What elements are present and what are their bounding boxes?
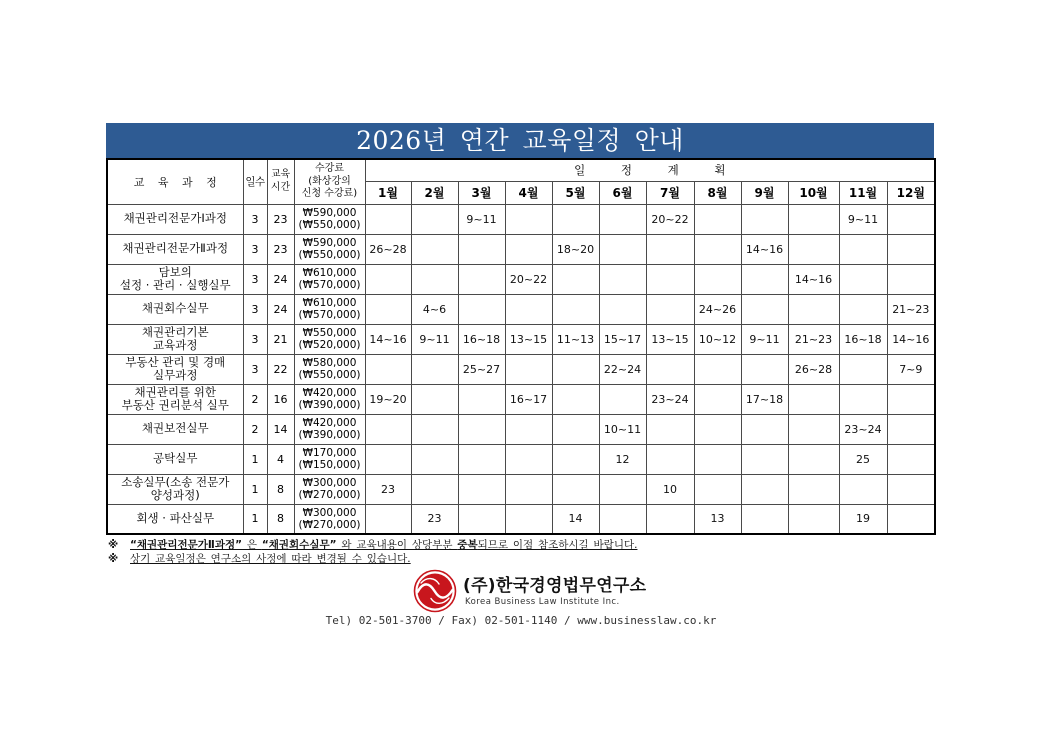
schedule-date-cell: 15~17 — [599, 324, 646, 354]
fee-online: (₩550,000) — [298, 249, 361, 261]
fee-regular: ₩170,000 — [302, 447, 357, 459]
hours-cell: 4 — [267, 444, 294, 474]
schedule-date-cell: 10~12 — [694, 324, 741, 354]
schedule-date-cell — [788, 504, 839, 534]
footnote-schedule-change — [106, 553, 806, 567]
header-schedule-plan: 일 정 계 획 — [365, 159, 935, 181]
schedule-date-cell — [458, 474, 505, 504]
schedule-date-cell — [788, 384, 839, 414]
month-header: 3월 — [458, 181, 505, 204]
schedule-date-cell — [505, 504, 552, 534]
hours-cell: 8 — [267, 504, 294, 534]
month-header: 6월 — [599, 181, 646, 204]
schedule-date-cell — [741, 444, 788, 474]
schedule-date-cell — [887, 444, 935, 474]
schedule-date-cell — [505, 444, 552, 474]
schedule-date-cell: 7~9 — [887, 354, 935, 384]
fee-cell — [294, 504, 365, 534]
fee-online: (₩550,000) — [298, 219, 361, 231]
schedule-date-cell — [599, 294, 646, 324]
reference-mark: ※ — [108, 553, 119, 565]
schedule-date-cell — [694, 414, 741, 444]
schedule-date-cell — [741, 474, 788, 504]
schedule-date-cell: 19~20 — [365, 384, 411, 414]
month-header: 10월 — [788, 181, 839, 204]
schedule-date-cell — [839, 354, 887, 384]
course-name-line: 담보의 — [158, 264, 192, 279]
table-row — [107, 234, 935, 264]
schedule-date-cell: 13~15 — [646, 324, 694, 354]
schedule-date-cell: 9~11 — [411, 324, 458, 354]
schedule-date-cell: 11~13 — [552, 324, 599, 354]
fee-online: (₩270,000) — [298, 489, 361, 501]
schedule-date-cell — [694, 384, 741, 414]
schedule-date-cell — [839, 384, 887, 414]
course-name-line: 채권관리기본 — [141, 324, 209, 339]
table-body — [107, 204, 935, 534]
schedule-date-cell — [458, 414, 505, 444]
course-name-line: 설정 · 관리 · 실행실무 — [119, 278, 231, 292]
course-name-line: 부동산 관리 및 경매 — [125, 354, 226, 369]
days-cell: 3 — [243, 354, 267, 384]
fee-regular: ₩580,000 — [302, 357, 357, 369]
schedule-date-cell — [458, 234, 505, 264]
fee-online: (₩390,000) — [298, 429, 361, 441]
schedule-date-cell: 12 — [599, 444, 646, 474]
fee-regular: ₩420,000 — [302, 417, 357, 429]
schedule-date-cell — [694, 354, 741, 384]
hours-cell: 24 — [267, 264, 294, 294]
schedule-date-cell — [505, 414, 552, 444]
schedule-date-cell: 16~18 — [839, 324, 887, 354]
schedule-date-cell: 18~20 — [552, 234, 599, 264]
header-fee-line: 신청 수강료) — [301, 188, 358, 199]
fee-regular: ₩550,000 — [302, 327, 357, 339]
schedule-date-cell — [646, 264, 694, 294]
days-cell: 3 — [243, 204, 267, 234]
schedule-date-cell — [552, 444, 599, 474]
schedule-date-cell — [505, 294, 552, 324]
month-header: 11월 — [839, 181, 887, 204]
schedule-date-cell — [839, 294, 887, 324]
course-name-cell — [107, 324, 243, 354]
schedule-date-cell: 23~24 — [646, 384, 694, 414]
schedule-date-cell — [788, 474, 839, 504]
schedule-date-cell — [887, 234, 935, 264]
fee-regular: ₩420,000 — [302, 387, 357, 399]
schedule-date-cell: 14~16 — [365, 324, 411, 354]
fee-regular: ₩300,000 — [302, 506, 357, 519]
course-name-cell — [107, 354, 243, 384]
days-cell: 1 — [243, 444, 267, 474]
schedule-date-cell: 23 — [411, 504, 458, 534]
month-header: 9월 — [741, 181, 788, 204]
schedule-date-cell — [788, 414, 839, 444]
title-banner — [106, 123, 934, 158]
fee-regular: ₩610,000 — [302, 267, 357, 279]
course-name-line: 채권보전실무 — [141, 421, 209, 436]
schedule-date-cell — [741, 264, 788, 294]
schedule-date-cell — [365, 414, 411, 444]
schedule-date-cell: 25~27 — [458, 354, 505, 384]
schedule-date-cell — [887, 474, 935, 504]
course-name-cell — [107, 204, 243, 234]
schedule-date-cell — [505, 234, 552, 264]
schedule-date-cell — [458, 384, 505, 414]
fee-regular: ₩590,000 — [302, 207, 357, 219]
schedule-date-cell — [599, 384, 646, 414]
schedule-date-cell — [552, 474, 599, 504]
fee-cell — [294, 354, 365, 384]
table-row — [107, 204, 935, 234]
schedule-date-cell — [552, 294, 599, 324]
schedule-date-cell — [839, 474, 887, 504]
schedule-date-cell — [411, 234, 458, 264]
header-course: 교 육 과 정 — [107, 159, 243, 204]
schedule-date-cell: 23 — [365, 474, 411, 504]
schedule-date-cell — [887, 414, 935, 444]
course-name-line: 채권회수실무 — [141, 301, 209, 316]
course-name-cell — [107, 234, 243, 264]
schedule-date-cell — [505, 204, 552, 234]
schedule-date-cell — [365, 354, 411, 384]
course-name-line: 교육과정 — [153, 338, 198, 352]
schedule-date-cell — [552, 384, 599, 414]
schedule-date-cell — [646, 414, 694, 444]
schedule-date-cell: 19 — [839, 504, 887, 534]
footnote-emphasis: 중복 — [457, 539, 478, 551]
month-header: 8월 — [694, 181, 741, 204]
schedule-date-cell — [599, 264, 646, 294]
schedule-date-cell: 26~28 — [365, 234, 411, 264]
fee-regular: ₩590,000 — [302, 237, 357, 249]
fee-cell — [294, 204, 365, 234]
schedule-date-cell — [365, 264, 411, 294]
schedule-date-cell — [411, 414, 458, 444]
month-header: 4월 — [505, 181, 552, 204]
schedule-date-cell — [788, 204, 839, 234]
fee-cell — [294, 324, 365, 354]
footnote-text-part: 되므로 이점 참조하시길 바랍니다. — [477, 539, 638, 551]
days-cell: 3 — [243, 294, 267, 324]
schedule-date-cell: 16~18 — [458, 324, 505, 354]
month-header: 1월 — [365, 181, 411, 204]
hours-cell: 24 — [267, 294, 294, 324]
schedule-date-cell: 26~28 — [788, 354, 839, 384]
course-name-cell — [107, 294, 243, 324]
table-row — [107, 294, 935, 324]
schedule-date-cell — [694, 474, 741, 504]
schedule-date-cell — [887, 504, 935, 534]
fee-cell — [294, 414, 365, 444]
days-cell: 3 — [243, 234, 267, 264]
schedule-date-cell: 20~22 — [646, 204, 694, 234]
footnote-text — [130, 539, 637, 552]
schedule-date-cell — [365, 204, 411, 234]
schedule-date-cell — [887, 264, 935, 294]
fee-cell — [294, 384, 365, 414]
schedule-date-cell: 4~6 — [411, 294, 458, 324]
month-header: 7월 — [646, 181, 694, 204]
schedule-date-cell — [552, 414, 599, 444]
schedule-date-cell — [552, 354, 599, 384]
schedule-date-cell — [741, 204, 788, 234]
schedule-date-cell — [646, 444, 694, 474]
schedule-date-cell — [694, 444, 741, 474]
footnote-text-part: 은 — [242, 539, 262, 551]
schedule-date-cell: 9~11 — [839, 204, 887, 234]
schedule-date-cell — [741, 354, 788, 384]
schedule-date-cell — [694, 234, 741, 264]
schedule-date-cell — [411, 354, 458, 384]
footnote-text-part: 와 교육내용이 상당부분 — [336, 539, 458, 551]
days-cell: 2 — [243, 414, 267, 444]
schedule-date-cell — [365, 444, 411, 474]
schedule-date-cell — [458, 264, 505, 294]
schedule-date-cell — [887, 204, 935, 234]
footnote-emphasis: “채권회수실무” — [261, 539, 337, 551]
days-cell: 3 — [243, 264, 267, 294]
schedule-date-cell — [646, 354, 694, 384]
course-name-cell — [107, 384, 243, 414]
fee-cell — [294, 264, 365, 294]
hours-cell: 8 — [267, 474, 294, 504]
schedule-date-cell: 14~16 — [788, 264, 839, 294]
header-row-top — [107, 159, 935, 181]
schedule-date-cell: 16~17 — [505, 384, 552, 414]
course-name-line: 소송실무(소송 전문가 — [121, 474, 230, 489]
course-name-cell — [107, 264, 243, 294]
schedule-date-cell: 21~23 — [887, 294, 935, 324]
course-name-line: 채권관리를 위한 — [134, 384, 216, 399]
header-hours-line: 시간 — [270, 181, 291, 193]
footnote-text: 상기 교육일정은 연구소의 사정에 따라 변경될 수 있습니다. — [130, 553, 411, 565]
fee-cell — [294, 234, 365, 264]
header-fee — [294, 159, 365, 204]
schedule-date-cell — [646, 234, 694, 264]
company-emblem-icon — [412, 569, 458, 613]
schedule-date-cell: 25 — [839, 444, 887, 474]
schedule-date-cell — [599, 474, 646, 504]
fee-online: (₩390,000) — [298, 399, 361, 411]
table-row — [107, 474, 935, 504]
schedule-date-cell: 9~11 — [741, 324, 788, 354]
schedule-date-cell — [411, 384, 458, 414]
table-row — [107, 264, 935, 294]
schedule-date-cell: 17~18 — [741, 384, 788, 414]
schedule-date-cell — [694, 264, 741, 294]
schedule-date-cell — [552, 264, 599, 294]
schedule-date-cell — [411, 474, 458, 504]
schedule-date-cell: 21~23 — [788, 324, 839, 354]
schedule-date-cell — [646, 504, 694, 534]
schedule-date-cell — [599, 204, 646, 234]
fee-regular: ₩300,000 — [302, 477, 357, 489]
schedule-date-cell — [741, 294, 788, 324]
schedule-date-cell — [365, 294, 411, 324]
schedule-date-cell — [411, 264, 458, 294]
hours-cell: 16 — [267, 384, 294, 414]
course-name-line: 양성과정) — [150, 488, 200, 502]
fee-online: (₩570,000) — [298, 309, 361, 321]
schedule-date-cell: 13 — [694, 504, 741, 534]
hours-cell: 22 — [267, 354, 294, 384]
fee-regular: ₩610,000 — [302, 297, 357, 309]
schedule-table — [106, 158, 936, 535]
table-row — [107, 504, 935, 534]
hours-cell: 14 — [267, 414, 294, 444]
schedule-date-cell — [458, 444, 505, 474]
course-name-cell — [107, 474, 243, 504]
schedule-date-cell — [741, 414, 788, 444]
fee-cell — [294, 474, 365, 504]
fee-online: (₩270,000) — [298, 518, 361, 531]
schedule-date-cell — [887, 384, 935, 414]
header-fee-line: 수강료 — [315, 163, 344, 174]
schedule-date-cell: 14~16 — [741, 234, 788, 264]
course-name-line: 회생 · 파산실무 — [136, 511, 215, 525]
schedule-date-cell — [788, 444, 839, 474]
schedule-date-cell — [411, 204, 458, 234]
course-name-line: 공탁실무 — [153, 451, 198, 466]
schedule-date-cell — [552, 204, 599, 234]
fee-cell — [294, 444, 365, 474]
header-fee-line: (화상강의 — [308, 175, 351, 187]
schedule-date-cell: 14 — [552, 504, 599, 534]
days-cell: 2 — [243, 384, 267, 414]
table-header — [107, 159, 935, 204]
contact-line: Tel) 02-501-3700 / Fax) 02-501-1140 / www.businesslaw.co.kr — [325, 614, 717, 627]
month-header: 5월 — [552, 181, 599, 204]
fee-online: (₩150,000) — [298, 459, 361, 471]
schedule-date-cell: 14~16 — [887, 324, 935, 354]
schedule-date-cell — [694, 204, 741, 234]
schedule-date-cell — [458, 504, 505, 534]
month-header: 12월 — [887, 181, 935, 204]
schedule-date-cell — [741, 504, 788, 534]
table-row — [107, 414, 935, 444]
schedule-date-cell — [839, 264, 887, 294]
schedule-date-cell — [599, 234, 646, 264]
schedule-date-cell: 22~24 — [599, 354, 646, 384]
reference-mark: ※ — [108, 539, 119, 551]
schedule-date-cell: 20~22 — [505, 264, 552, 294]
header-days: 일수 — [243, 159, 267, 204]
table-row — [107, 444, 935, 474]
hours-cell: 23 — [267, 234, 294, 264]
course-name-cell — [107, 414, 243, 444]
schedule-date-cell: 24~26 — [694, 294, 741, 324]
course-name-line: 채권관리전문가Ⅰ과정 — [123, 211, 227, 226]
course-name-cell — [107, 444, 243, 474]
header-hours-line: 교육 — [270, 169, 291, 181]
schedule-date-cell: 23~24 — [839, 414, 887, 444]
course-name-line: 부동산 권리분석 실무 — [121, 398, 229, 412]
schedule-date-cell — [365, 504, 411, 534]
fee-online: (₩570,000) — [298, 279, 361, 291]
hours-cell: 23 — [267, 204, 294, 234]
schedule-date-cell: 10~11 — [599, 414, 646, 444]
footnote-emphasis: “채권관리전문가Ⅱ과정” — [130, 539, 243, 551]
header-hours — [267, 159, 294, 204]
fee-online: (₩520,000) — [298, 339, 361, 351]
days-cell: 3 — [243, 324, 267, 354]
company-name: (주)한국경영법무연구소 — [463, 576, 647, 596]
course-name-line: 실무과정 — [153, 368, 198, 382]
page-title: 2026년 연간 교육일정 안내 — [356, 126, 684, 155]
fee-cell — [294, 294, 365, 324]
schedule-date-cell: 10 — [646, 474, 694, 504]
fee-online: (₩550,000) — [298, 369, 361, 381]
footnote-course-overlap — [106, 539, 806, 553]
schedule-date-cell — [788, 294, 839, 324]
month-header: 2월 — [411, 181, 458, 204]
schedule-date-cell — [505, 354, 552, 384]
schedule-date-cell — [839, 234, 887, 264]
hours-cell: 21 — [267, 324, 294, 354]
days-cell: 1 — [243, 504, 267, 534]
schedule-date-cell — [458, 294, 505, 324]
company-name-english: Korea Business Law Institute Inc. — [465, 597, 620, 607]
schedule-date-cell — [599, 504, 646, 534]
days-cell: 1 — [243, 474, 267, 504]
schedule-date-cell: 9~11 — [458, 204, 505, 234]
course-name-cell — [107, 504, 243, 534]
schedule-date-cell — [788, 234, 839, 264]
schedule-date-cell — [646, 294, 694, 324]
course-name-line: 채권관리전문가Ⅱ과정 — [122, 241, 229, 256]
schedule-date-cell: 13~15 — [505, 324, 552, 354]
table-row — [107, 324, 935, 354]
schedule-date-cell — [505, 474, 552, 504]
table-row — [107, 354, 935, 384]
schedule-date-cell — [411, 444, 458, 474]
table-row — [107, 384, 935, 414]
